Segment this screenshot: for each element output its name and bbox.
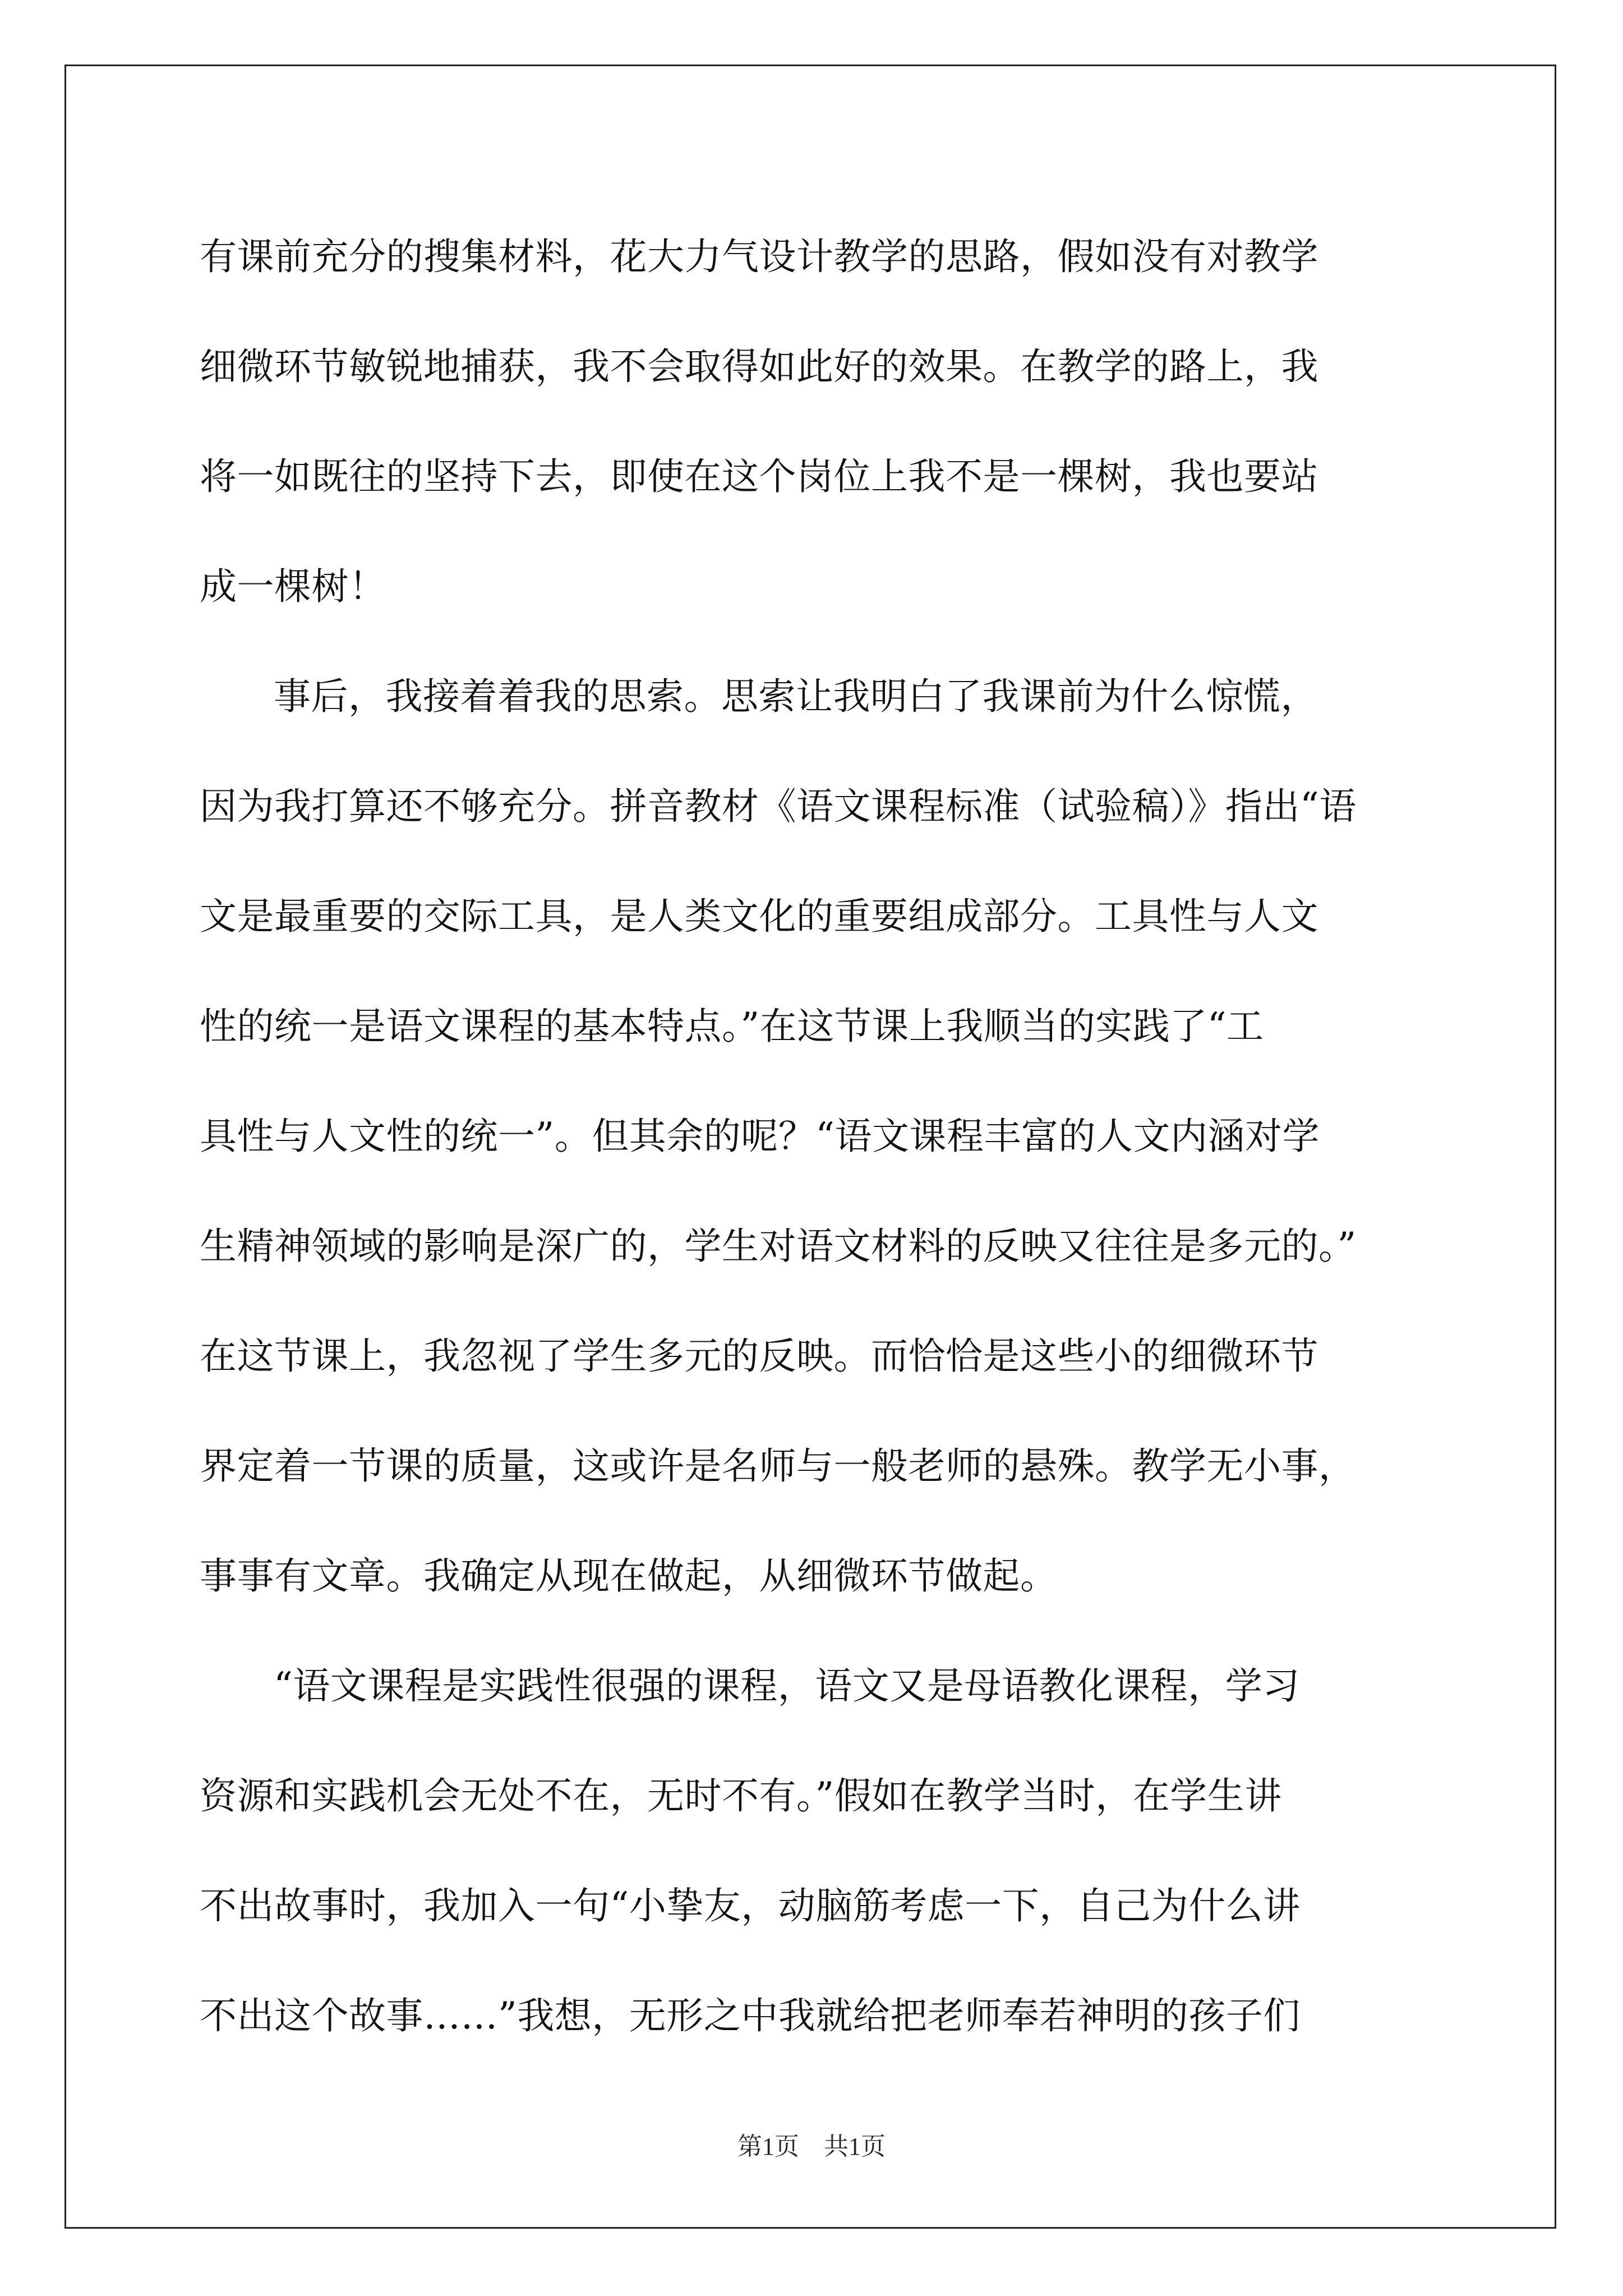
text-line: 生精神领域的影响是深广的，学生对语文材料的反映又往往是多元的。” [200, 1225, 1357, 1268]
text-line: 文是最重要的交际工具，是人类文化的重要组成部分。工具性与人文 [200, 895, 1318, 938]
text-line: 不出故事时，我加入一句“小挚友，动脑筋考虑一下，自己为什么讲 [200, 1884, 1301, 1927]
text-line: 因为我打算还不够充分。拼音教材《语文课程标准（试验稿）》指出“语 [200, 785, 1357, 828]
text-line: “语文课程是实践性很强的课程，语文又是母语教化课程，学习 [274, 1664, 1300, 1708]
text-line: 事后，我接着着我的思索。思索让我明白了我课前为什么惊慌， [274, 675, 1318, 718]
text-line: 具性与人文性的统一”。但其余的呢？“语文课程丰富的人文内涵对学 [200, 1115, 1320, 1158]
page-number: 第1页 共1页 [737, 2133, 886, 2160]
text-line: 事事有文章。我确定从现在做起，从细微环节做起。 [200, 1554, 1058, 1598]
text-line: 细微环节敏锐地捕获，我不会取得如此好的效果。在教学的路上，我 [200, 345, 1318, 388]
text-line: 有课前充分的搜集材料，花大力气设计教学的思路，假如没有对教学 [200, 235, 1318, 278]
text-line: 将一如既往的坚持下去，即使在这个岗位上我不是一棵树，我也要站 [200, 455, 1318, 498]
text-line: 在这节课上，我忽视了学生多元的反映。而恰恰是这些小的细微环节 [200, 1335, 1318, 1378]
text-line: 成一棵树！ [200, 565, 386, 608]
text-line: 界定着一节课的质量，这或许是名师与一般老师的悬殊。教学无小事， [200, 1444, 1356, 1488]
text-line: 性的统一是语文课程的基本特点。”在这节课上我顺当的实践了“工 [200, 1005, 1264, 1048]
text-line: 不出这个故事……”我想，无形之中我就给把老师奉若神明的孩子们 [200, 1994, 1301, 2037]
text-line: 资源和实践机会无处不在，无时不有。”假如在教学当时，在学生讲 [200, 1774, 1282, 1818]
document-body [200, 202, 1518, 2071]
